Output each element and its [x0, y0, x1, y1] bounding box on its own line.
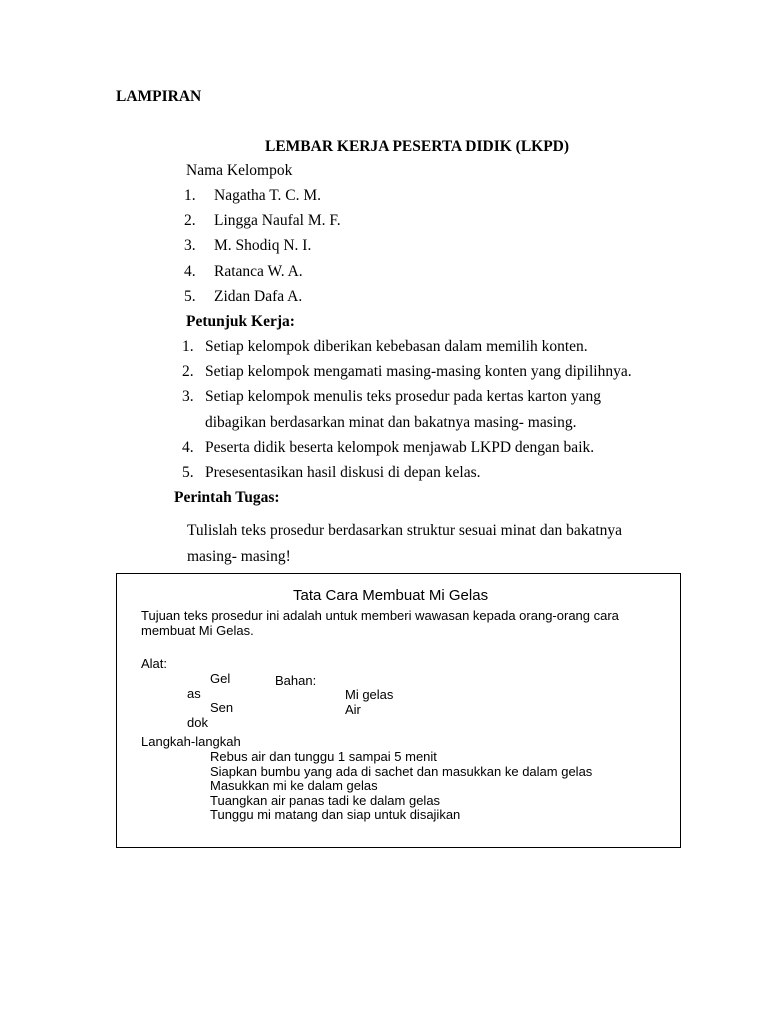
instruction-number: 4. — [182, 439, 194, 456]
member-name: M. Shodiq N. I. — [214, 237, 312, 254]
step-item: Tuangkan air panas tadi ke dalam gelas — [210, 793, 441, 808]
purpose-text-continued: membuat Mi Gelas. — [141, 623, 254, 638]
step-item: Siapkan bumbu yang ada di sachet dan masukkan ke dalam gelas — [210, 764, 593, 779]
ingredient-item: Air — [345, 702, 361, 717]
member-name: Lingga Naufal M. F. — [214, 212, 341, 229]
procedure-text-box — [116, 573, 681, 848]
document-title: LEMBAR KERJA PESERTA DIDIK (LKPD) — [265, 138, 570, 155]
steps-label: Langkah-langkah — [141, 734, 241, 749]
instruction-text: Peserta didik beserta kelompok menjawab LKPD dengan baik. — [205, 439, 595, 456]
instruction-text: Setiap kelompok mengamati masing-masing konten yang dipilihnya. — [205, 363, 632, 380]
tool-fragment: dok — [187, 715, 208, 730]
member-number: 2. — [184, 212, 196, 229]
purpose-text: Tujuan teks prosedur ini adalah untuk memberi wawasan kepada orang-orang cara — [141, 608, 619, 623]
member-name: Ratanca W. A. — [214, 263, 303, 280]
tools-label: Alat: — [141, 656, 168, 671]
member-number: 4. — [184, 263, 196, 280]
member-number: 3. — [184, 237, 196, 254]
instruction-number: 2. — [182, 363, 194, 380]
instruction-text: Presesentasikan hasil diskusi di depan kelas. — [205, 464, 481, 481]
task-text-continued: masing- masing! — [187, 548, 291, 565]
ingredients-label: Bahan: — [275, 673, 317, 688]
instructions-label: Petunjuk Kerja: — [186, 313, 295, 330]
ingredient-item: Mi gelas — [345, 687, 394, 702]
tool-fragment: Gel — [210, 671, 231, 686]
step-item: Masukkan mi ke dalam gelas — [210, 778, 378, 793]
step-item: Tunggu mi matang dan siap untuk disajikan — [210, 807, 461, 822]
member-number: 1. — [184, 187, 196, 204]
appendix-heading: LAMPIRAN — [116, 88, 202, 105]
instruction-text-continued: dibagikan berdasarkan minat dan bakatnya masing- masing. — [205, 414, 577, 431]
instruction-number: 1. — [182, 338, 194, 355]
task-label: Perintah Tugas: — [174, 489, 280, 506]
group-label: Nama Kelompok — [186, 162, 293, 179]
procedure-title: Tata Cara Membuat Mi Gelas — [293, 587, 489, 604]
instruction-text: Setiap kelompok menulis teks prosedur pada kertas karton yang — [205, 388, 602, 405]
member-number: 5. — [184, 288, 196, 305]
instruction-text: Setiap kelompok diberikan kebebasan dalam memilih konten. — [205, 338, 588, 355]
tool-fragment: as — [187, 686, 201, 701]
step-item: Rebus air dan tunggu 1 sampai 5 menit — [210, 749, 437, 764]
tool-fragment: Sen — [210, 700, 234, 715]
instruction-number: 3. — [182, 388, 194, 405]
instruction-number: 5. — [182, 464, 194, 481]
task-text: Tulislah teks prosedur berdasarkan struktur sesuai minat dan bakatnya — [187, 522, 623, 539]
member-name: Nagatha T. C. M. — [214, 187, 322, 204]
member-name: Zidan Dafa A. — [214, 288, 303, 305]
